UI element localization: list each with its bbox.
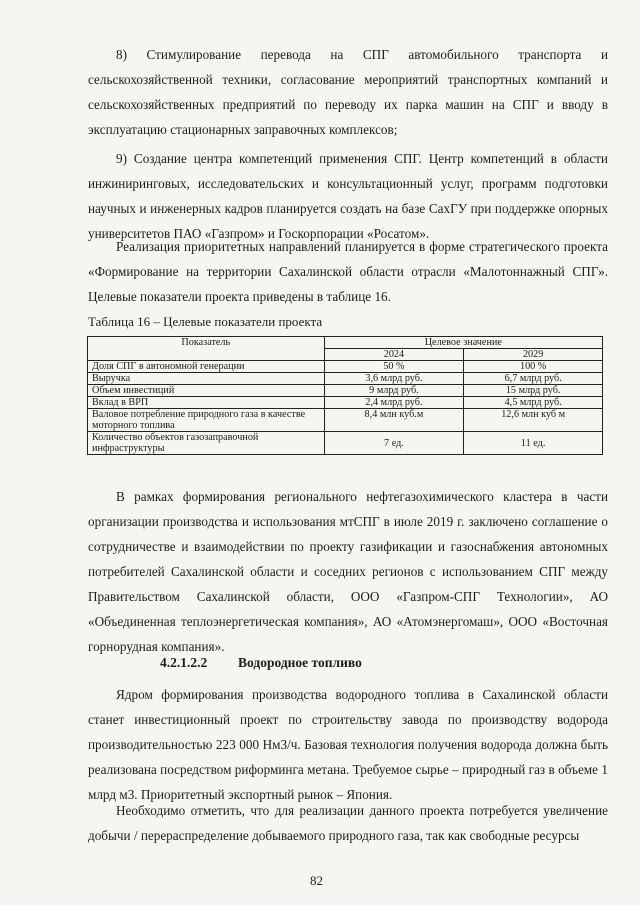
row-value-2024: 7 ед. (324, 432, 464, 455)
row-value-2024: 50 % (324, 361, 464, 373)
section-title: Водородное топливо (238, 655, 362, 670)
row-value-2029: 15 млрд руб. (464, 385, 603, 397)
row-value-2024: 9 млрд руб. (324, 385, 464, 397)
table-row (88, 432, 603, 455)
row-value-2024: 2,4 млрд руб. (324, 397, 464, 409)
row-value-2029: 12,6 млн куб м (464, 409, 603, 432)
paragraph-item-8: 8) Стимулирование перевода на СПГ автомобильного транспорта и сельскохозяйственной техники, согласование мероприятий транспортных компаний и сельскохозяйственных предприятий по переводу их парка машин на СПГ и вводу в эксплуатацию стационарных заправочных комплексов; (88, 47, 608, 137)
paragraph-cluster: В рамках формирования регионального нефтегазохимического кластера в части организации производства и использования мтСПГ в июле 2019 г. заключено соглашение о сотрудничестве и взаимодействии по проекту газификации и газоснабжения автономных потребителей Сахалинской области и соседних регионов с использованием СПГ между Правительством Сахалинской области, ООО «Газпром-СПГ Технологии», АО «Объединенная теплоэнергетическая компания», АО «Атомэнергомаш», ООО «Восточная горнорудная компания». (88, 489, 608, 654)
header-target-value: Целевое значение (324, 337, 602, 349)
row-label: Валовое потребление природного газа в качестве моторного топлива (88, 409, 325, 432)
row-label: Объем инвестиций (88, 385, 325, 397)
page-number: 82 (310, 873, 323, 888)
row-label: Выручка (88, 373, 325, 385)
paragraph-note: Необходимо отметить, что для реализации данного проекта потребуется увеличение добычи / перераспределение добываемого природного газа, так как свободные ресурсы (88, 803, 608, 843)
row-value-2029: 4,5 млрд руб. (464, 397, 603, 409)
section-number: 4.2.1.2.2 (160, 655, 208, 670)
row-value-2029: 11 ед. (464, 432, 603, 455)
paragraph-item-9: 9) Создание центра компетенций применения СПГ. Центр компетенций в области инжиниринговых, исследовательских и консультационный услуг, программ подготовки научных и инженерных кадров планируется создать на базе СахГУ при поддержке опорных университетов ПАО «Газпром» и Госкорпорации «Росатом». (88, 151, 608, 241)
row-value-2029: 6,7 млрд руб. (464, 373, 603, 385)
row-label: Вклад в ВРП (88, 397, 325, 409)
row-value-2029: 100 % (464, 361, 603, 373)
table-row (88, 397, 603, 409)
table-row (88, 385, 603, 397)
target-indicators-table (87, 336, 603, 455)
row-label: Доля СПГ в автономной генерации (88, 361, 325, 373)
table-caption: Таблица 16 – Целевые показатели проекта (88, 314, 323, 329)
paragraph-hydrogen: Ядром формирования производства водородного топлива в Сахалинской области станет инвестиционный проект по строительству завода по производству водорода производительностью 223 000 Нм3/ч. Базовая технология получения водорода должна быть реализована посредством риформинга метана. Требуемое сырье – природный газ в объеме 1 млрд м3. Приоритетный экспортный рынок – Япония. (88, 687, 608, 802)
row-value-2024: 8,4 млн куб.м (324, 409, 464, 432)
table-row (88, 409, 603, 432)
row-label: Количество объектов газозаправочной инфраструктуры (88, 432, 325, 455)
header-indicator: Показатель (88, 337, 325, 361)
table-header-row (88, 337, 603, 349)
header-year-2024: 2024 (324, 349, 464, 361)
row-value-2024: 3,6 млрд руб. (324, 373, 464, 385)
header-year-2029: 2029 (464, 349, 603, 361)
paragraph-project: Реализация приоритетных направлений планируется в форме стратегического проекта «Формирование на территории Сахалинской области отрасли «Малотоннажный СПГ». Целевые показатели проекта приведены в таблице 16. (88, 239, 608, 304)
table-row (88, 361, 603, 373)
table-row (88, 373, 603, 385)
